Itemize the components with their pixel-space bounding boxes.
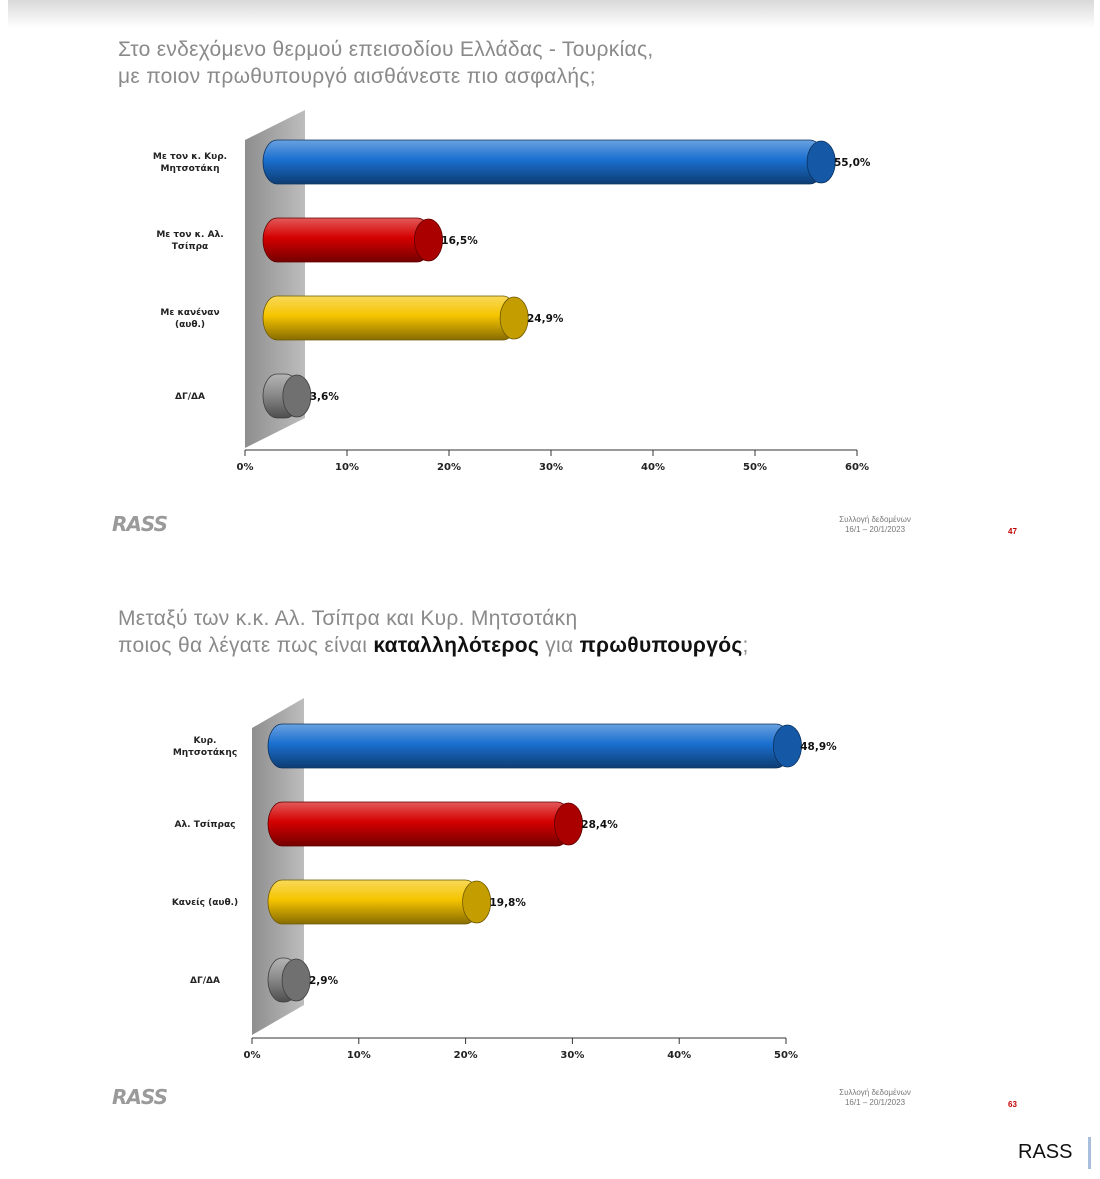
value-label-4: 3,6% bbox=[309, 391, 339, 403]
chart-2-title-line-2c: για bbox=[539, 634, 580, 657]
bar-1 bbox=[263, 140, 824, 184]
chart-2-title-emphasis-2: πρωθυπουργός bbox=[579, 634, 743, 657]
bar-1-cap bbox=[807, 141, 835, 183]
bar-3 bbox=[268, 880, 479, 924]
slide-page-number: 47 bbox=[1008, 527, 1017, 536]
x-tick-label: 20% bbox=[453, 1050, 478, 1061]
data-collection-note bbox=[820, 1088, 930, 1108]
chart-2-title-line-2e: ; bbox=[742, 634, 749, 657]
bar-2-cap bbox=[414, 219, 442, 261]
category-label-2: Με τον κ. Αλ. Τσίπρα bbox=[156, 230, 224, 252]
footer-source-label: RASS bbox=[1018, 1141, 1073, 1163]
x-tick-label: 0% bbox=[243, 1050, 261, 1061]
bar-3 bbox=[263, 296, 517, 340]
bar-4-cap bbox=[283, 375, 311, 417]
slide-page-number: 63 bbox=[1008, 1100, 1017, 1109]
value-label-1: 55,0% bbox=[834, 157, 871, 169]
x-tick-label: 50% bbox=[774, 1050, 798, 1061]
chart-2-svg bbox=[0, 580, 1100, 1120]
poll-slide-2 bbox=[0, 580, 1100, 1120]
value-label-2: 16,5% bbox=[441, 235, 478, 247]
data-collection-note bbox=[820, 515, 930, 535]
data-collection-label: Συλλογή δεδομένων bbox=[839, 1088, 911, 1097]
category-label-3: Κανείς (αυθ.) bbox=[171, 898, 239, 908]
chart-1-title-line-2: με ποιον πρωθυπουργό αισθάνεστε πιο ασφαλής; bbox=[118, 65, 596, 88]
value-label-2: 28,4% bbox=[581, 819, 618, 831]
bar-2-cap bbox=[554, 803, 582, 845]
value-label-1: 48,9% bbox=[800, 741, 837, 753]
x-tick-label: 30% bbox=[539, 462, 563, 473]
bar-3-cap bbox=[463, 881, 491, 923]
bar-1-cap bbox=[773, 725, 801, 767]
x-tick-label: 50% bbox=[743, 462, 767, 473]
x-tick-label: 60% bbox=[845, 462, 869, 473]
chart-1-title-line-1: Στο ενδεχόμενο θερμού επεισοδίου Ελλάδας - Τουρκίας, bbox=[118, 38, 654, 61]
x-tick-label: 40% bbox=[641, 462, 665, 473]
data-collection-dates: 16/1 – 20/1/2023 bbox=[844, 525, 906, 534]
x-tick-label: 0% bbox=[236, 462, 254, 473]
x-tick-label: 30% bbox=[560, 1050, 585, 1061]
value-label-3: 24,9% bbox=[526, 313, 564, 325]
bar-2 bbox=[268, 802, 571, 846]
x-tick-label: 40% bbox=[667, 1050, 692, 1061]
data-collection-dates: 16/1 – 20/1/2023 bbox=[844, 1098, 906, 1107]
x-tick-label: 10% bbox=[335, 462, 359, 473]
footer-accent-bar bbox=[1088, 1137, 1091, 1169]
rass-logo: RASS bbox=[112, 512, 167, 536]
chart-2-title-line-1: Μεταξύ των κ.κ. Αλ. Τσίπρα και Κυρ. Μητσοτάκη bbox=[118, 607, 578, 630]
poll-slide-1 bbox=[0, 0, 1100, 560]
category-label-1: Κυρ. Μητσοτάκης bbox=[172, 736, 238, 758]
x-tick-label: 10% bbox=[346, 1050, 371, 1061]
value-label-4: 2,9% bbox=[308, 975, 339, 987]
category-label-1: Με τον κ. Κυρ. Μητσοτάκη bbox=[152, 152, 228, 174]
category-label-4: ΔΓ/ΔΑ bbox=[190, 976, 220, 986]
category-label-3: Με κανέναν (αυθ.) bbox=[160, 308, 220, 330]
chart-2-title-line-2a: ποιος θα λέγατε πως είναι bbox=[118, 634, 374, 657]
bar-3-cap bbox=[500, 297, 528, 339]
value-label-3: 19,8% bbox=[489, 897, 526, 909]
category-label-2: Αλ. Τσίπρας bbox=[174, 820, 236, 830]
chart-2-title-emphasis-1: καταλληλότερος bbox=[373, 634, 540, 657]
data-collection-label: Συλλογή δεδομένων bbox=[839, 515, 911, 524]
category-label-4: ΔΓ/ΔΑ bbox=[175, 392, 205, 402]
bar-2 bbox=[263, 218, 431, 262]
x-tick-label: 20% bbox=[437, 462, 461, 473]
chart-1-svg bbox=[0, 0, 1100, 560]
bar-4-cap bbox=[282, 959, 310, 1001]
rass-logo: RASS bbox=[112, 1085, 167, 1109]
bar-1 bbox=[268, 724, 790, 768]
